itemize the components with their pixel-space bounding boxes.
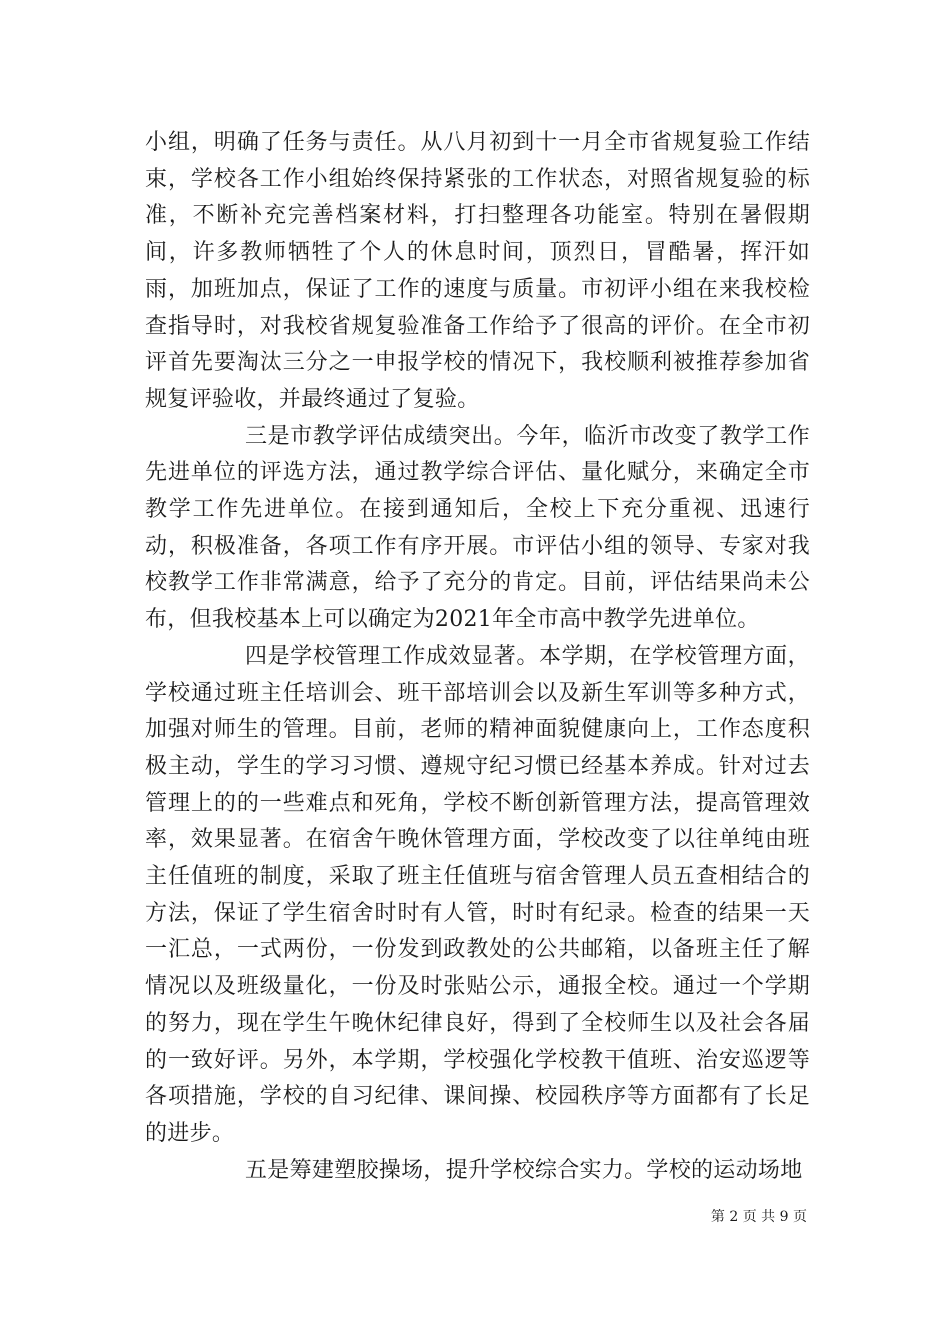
paragraph-teaching-evaluation: 三是市教学评估成绩突出。今年，临沂市改变了教学工作先进单位的评选方法，通过教学综合评估、量化赋分，来确定全市教学工作先进单位。在接到通知后，全校上下充分重视、迅速行动，积极准备，各项工作有序开展。市评估小组的领导、专家对我校教学工作非常满意，给予了充分的肯定。目前，评估结果尚未公布，但我校基本上可以确定为2021年全市高中教学先进单位。 [145, 423, 810, 633]
paragraph-school-management: 四是学校管理工作成效显著。本学期，在学校管理方面，学校通过班主任培训会、班干部培训会以及新生军训等多种方式，加强对师生的管理。目前，老师的精神面貌健康向上，工作态度积极主动，学生的学习习惯、遵规守纪习惯已经基本养成。针对过去管理上的的一些难点和死角，学校不断创新管理方法，提高管理效率，效果显著。在宿舍午晚休管理方面，学校改变了以往单纯由班主任值班的制度，采取了班主任值班与宿舍管理人员五查相结合的方法，保证了学生宿舍时时有人管，时时有纪录。检查的结果一天一汇总，一式两份，一份发到政教处的公共邮箱，以备班主任了解情况以及班级量化，一份及时张贴公示，通报全校。通过一个学期的努力，现在学生午晚休纪律良好，得到了全校师生以及社会各届的一致好评。另外，本学期，学校强化学校教干值班、治安巡逻等各项措施，学校的自习纪律、课间操、校园秩序等方面都有了长足的进步。 [145, 643, 810, 1146]
document-body [145, 125, 810, 1189]
paragraph-continued: 小组，明确了任务与责任。从八月初到十一月全市省规复验工作结束，学校各工作小组始终保持紧张的工作状态，对照省规复验的标准，不断补充完善档案材料，打扫整理各功能室。特别在暑假期间，许多教师牺牲了个人的休息时间，顶烈日，冒酷暑，挥汗如雨，加班加点，保证了工作的速度与质量。市初评小组在来我校检查指导时，对我校省规复验准备工作给予了很高的评价。在全市初评首先要淘汰三分之一申报学校的情况下，我校顺利被推荐参加省规复评验收，并最终通过了复验。 [145, 130, 810, 412]
paragraph-plastic-field: 五是筹建塑胶操场，提升学校综合实力。学校的运动场地 [245, 1157, 803, 1183]
page-number-footer: 第 2 页 共 9 页 [710, 1209, 807, 1225]
